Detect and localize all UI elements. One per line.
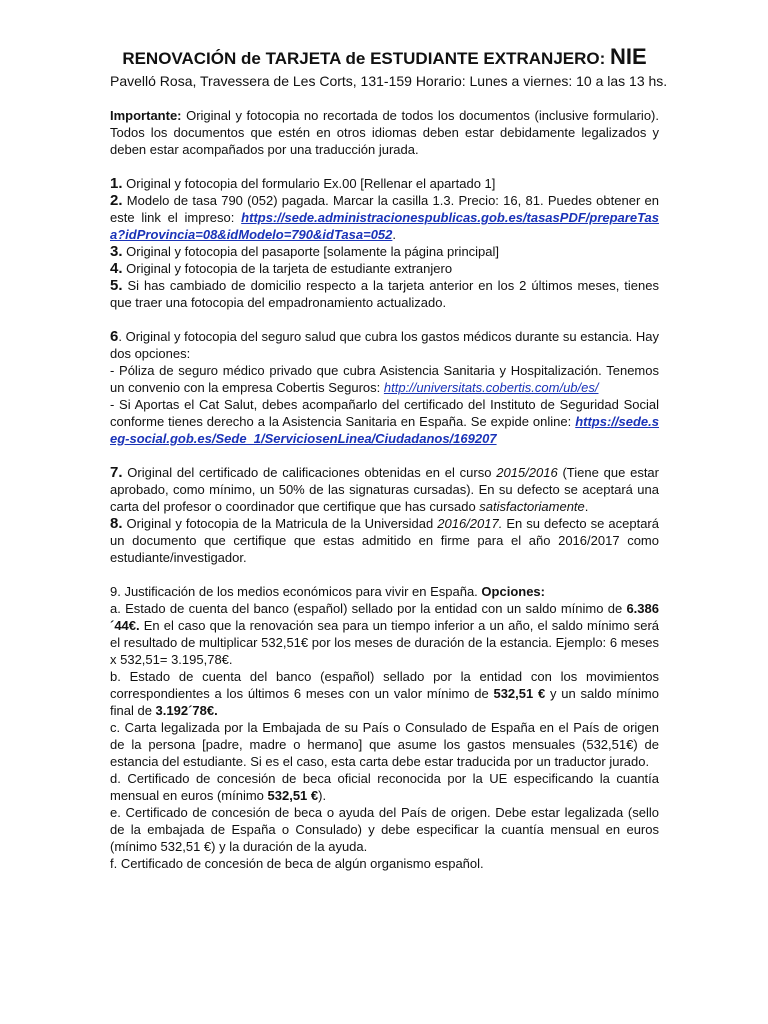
- option-a: [110, 600, 659, 668]
- amount: 6.386´44€.: [110, 601, 659, 633]
- option-text: - Póliza de seguro médico privado que cubra Asistencia Sanitaria y Hospitalización. Tenemos un convenio con la empresa Cobertis Seguros:: [110, 363, 659, 395]
- option-text: e. Certificado de concesión de beca o ayuda del País de origen. Debe estar legalizada (sello de la embajada de España o Consulado) y debe especificar la cuantía mensual en euros (mínimo 532,51 €) y la duración de la ayuda.: [110, 805, 659, 854]
- option-text: a. Estado de cuenta del banco (español) sellado por la entidad con un saldo mínimo de: [110, 601, 627, 616]
- option-f: [110, 855, 659, 872]
- emphasis-word: satisfactoriamente: [479, 499, 585, 514]
- option-text: y un saldo mínimo final de: [110, 686, 659, 718]
- requirement-6: [110, 328, 659, 362]
- document-body: [110, 44, 668, 872]
- requirement-2: [110, 192, 659, 243]
- requirement-text: Original y fotocopia de la tarjeta de estudiante extranjero: [122, 261, 453, 276]
- office-address: Pavelló Rosa, Travessera de Les Corts, 131-159 Horario: Lunes a viernes: 10 a las 13 hs.: [110, 73, 668, 89]
- period: .: [392, 227, 397, 242]
- important-label: Importante:: [110, 108, 182, 123]
- title-nie: NIE: [610, 44, 647, 69]
- requirement-5: [110, 277, 659, 311]
- requirement-6-option-2: [110, 396, 659, 447]
- requirement-text: Original del certificado de calificaciones obtenidas en el curso: [122, 465, 497, 480]
- options-label: Opciones:: [481, 584, 545, 599]
- requirement-number: 5.: [110, 277, 123, 294]
- option-text: c. Carta legalizada por la Embajada de su País o Consulado de España en el País de origen de la persona [padre, madre o hermano] que asume los gastos mensuales (532,51€) de estancia del estudiante. Si es el caso, esta carta debe estar traducida por un traductor jurado.: [110, 720, 659, 769]
- requirement-number: 7.: [110, 464, 123, 481]
- requirement-text: (Tiene que estar aprobado, como mínimo, un 50% de las signaturas cursadas). En su defecto se aceptará una carta del profesor o coordinador que certifique que has cursado: [110, 465, 659, 514]
- important-note: [110, 107, 659, 158]
- requirement-text: Modelo de tasa 790 (052) pagada. Marcar la casilla 1.3. Precio: 16, 81. Puedes obtener en este link el impreso:: [110, 193, 659, 225]
- requirement-1: [110, 175, 659, 192]
- requirement-7: [110, 464, 659, 515]
- requirement-number: 2.: [110, 192, 123, 209]
- requirement-text: 9. Justificación de los medios económicos para vivir en España.: [110, 584, 482, 599]
- requirement-6-option-1: [110, 362, 659, 396]
- requirement-number: 1.: [110, 175, 123, 192]
- requirement-number: 3.: [110, 243, 123, 260]
- requirement-number: 6: [110, 328, 119, 345]
- option-text: f. Certificado de concesión de beca de algún organismo español.: [110, 856, 484, 871]
- option-text: - Si Aportas el Cat Salut, debes acompañarlo del certificado del Instituto de Seguridad Social conforme tienes derecho a la Asistencia Sanitaria en España. Se expide online:: [110, 397, 659, 429]
- course-year: 2016/2017.: [437, 516, 503, 531]
- seg-social-link[interactable]: https://sede.seg-social.gob.es/Sede_1/ServiciosenLinea/Ciudadanos/169207: [110, 414, 659, 446]
- course-year: 2015/2016: [496, 465, 558, 480]
- requirement-text: Original y fotocopia del pasaporte [solamente la página principal]: [122, 244, 500, 259]
- requirement-number: 4.: [110, 260, 123, 277]
- requirement-text: Original y fotocopia de la Matricula de la Universidad: [122, 516, 438, 531]
- tasa-link[interactable]: https://sede.administracionespublicas.gob.es/tasasPDF/prepareTasa?idProvincia=08&idModelo=790&idTasa=052: [110, 210, 659, 242]
- requirement-text: Original y fotocopia del formulario Ex.00 [Rellenar el apartado 1]: [122, 176, 496, 191]
- requirement-text: Si has cambiado de domicilio respecto a la tarjeta anterior en los 2 últimos meses, tienes que traer una fotocopia del empadronamiento actualizado.: [110, 278, 659, 310]
- important-text: Original y fotocopia no recortada de todos los documentos (inclusive formulario). Todos los documentos que estén en otros idiomas deben estar debidamente legalizados y deben estar acompañados por una traducción jurada.: [110, 108, 659, 157]
- requirement-3: [110, 243, 659, 260]
- amount: 532,51 €: [267, 788, 319, 803]
- title-main: RENOVACIÓN de TARJETA de ESTUDIANTE EXTRANJERO:: [122, 49, 610, 68]
- requirement-4: [110, 260, 659, 277]
- option-e: [110, 804, 659, 855]
- page-title: [110, 46, 659, 70]
- cobertis-link[interactable]: http://universitats.cobertis.com/ub/es/: [383, 380, 599, 395]
- requirement-number: 8.: [110, 515, 123, 532]
- period: .: [584, 499, 589, 514]
- option-text: b. Estado de cuenta del banco (español) sellado por la entidad con los movimientos correspondientes a los últimos 6 meses con un valor mínimo de: [110, 669, 659, 701]
- option-text: ).: [318, 788, 327, 803]
- requirement-text: En su defecto se aceptará un documento que certifique que estas admitido en firme para el año 2016/2017 como estudiante/investigador.: [110, 516, 659, 565]
- option-text: En el caso que la renovación sea para un tiempo inferior a un año, el saldo mínimo será el resultado de multiplicar 532,51€ por los meses de duración de la estancia. Ejemplo: 6 meses x 532,51= 3.195,78€.: [110, 618, 659, 667]
- option-b: [110, 668, 659, 719]
- amount: 532,51 €: [493, 686, 546, 701]
- requirement-8: [110, 515, 659, 566]
- requirement-text: . Original y fotocopia del seguro salud que cubra los gastos médicos durante su estancia. Hay dos opciones:: [110, 329, 659, 361]
- amount: 3.192´78€.: [155, 703, 218, 718]
- option-c: [110, 719, 659, 770]
- option-d: [110, 770, 659, 804]
- requirement-9: [110, 583, 659, 600]
- option-text: d. Certificado de concesión de beca oficial reconocida por la UE especificando la cuantía mensual en euros (mínimo: [110, 771, 659, 803]
